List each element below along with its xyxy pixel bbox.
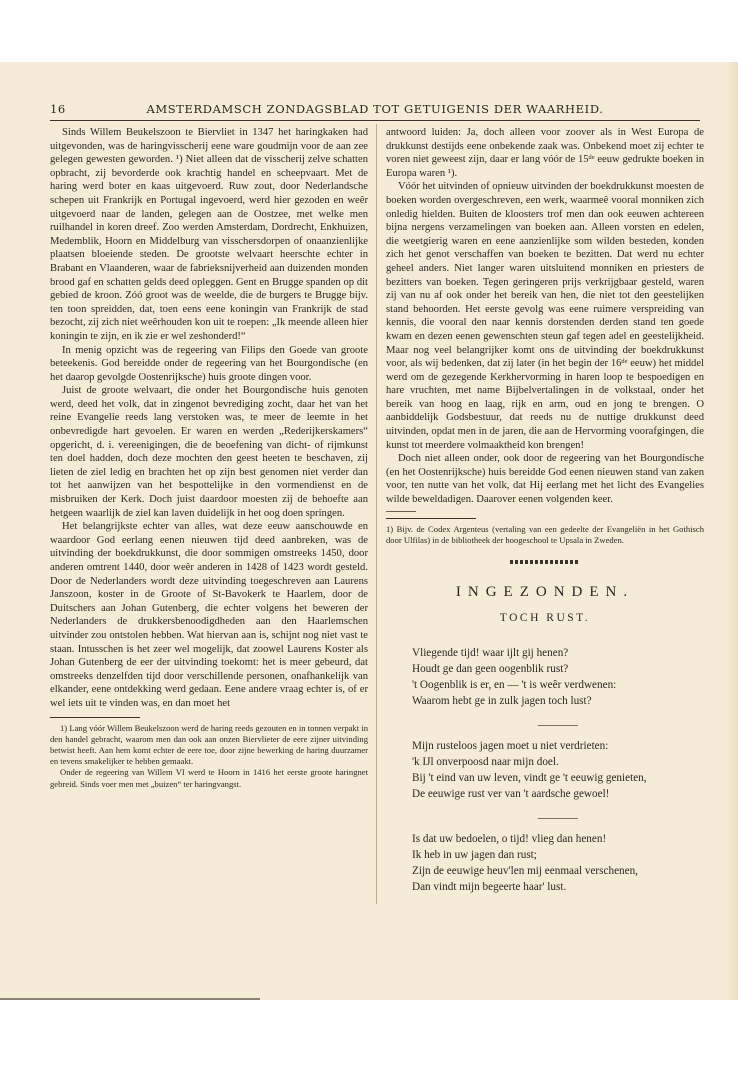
header-rule xyxy=(50,120,700,121)
paragraph: Sinds Willem Beukelszoon te Biervliet in 1347 het haringkaken had uitgevonden, was de haringvisscherij eene ware goudmijn voor de aan zee gelegen gewesten geworden. ¹) Niet alleen dat de visscherij zelve schatten opbracht, zij bevorderde ook krachtig handel en scheepvaart. Met de haring werd boter en kaas uitgevoerd. Ruw zout, door Nederlandsche schepen uit Frankrijk en Portugal ingevoerd, werd hier gezoden en weêr uitgevoerd naar de landen, gelegen aan de Oostzee, met welke men ruilhandel in koren dreef. Zoo werden Amsterdam, Dordrecht, Enkhuizen, Medemblik, Hoorn en Middelburg van visschersdorpen of onaanzienlijke plaatsen bloeiende steden. De grootste welvaart heerschte echter in Brabant en Vlaanderen, waar de fabrieksnijverheid aan duizenden monden brood gaf en schatten gelds deed opleggen. Gent en Brugge spanden op dit gebied de kroon. Zóó groot was de weelde, die de burgers te Brugge bijv. ten toon spreidden, dat, toen eens eene koningin van Frankrijk de stad bezocht, zij zich niet weêrhouden kon uit te roepen: „Ik meende alleen hier koningin te zijn, en ik zie er wel zeshonderd!“ xyxy=(50,127,368,342)
poem-stanza xyxy=(412,645,704,709)
poem-line: 't Oogenblik is er, en — 't is weêr verdwenen: xyxy=(412,679,617,692)
poem-line: Is dat uw bedoelen, o tijd! vlieg dan henen! xyxy=(412,833,607,846)
scan-edge-line xyxy=(0,998,260,1000)
stanza-separator xyxy=(538,818,578,819)
poem-line: Dan vindt mijn begeerte haar' lust. xyxy=(412,881,567,894)
paragraph: Juist de groote welvaart, die onder het Bourgondische huis genoten werd, deed het volk, dat in zingenot bevrediging zocht, daar het van het reine Evangelie reeds lang verstoken was, te meer de leemte in het onbevredigde hart gevoelen. Er waren en werden „Rederijkerskamers“ opgericht, d. i. vereenigingen, die de beoefening van dicht- of rijmkunst ten doel hadden, doch deze mochten den geest heeten te beschaven, zij lieten de ziel ledig en brachten het op zijn best genomen niet verder dan tot het aanwijzen van het bespottelijke in den vormendienst en de misbruiken der Kerk. Doch juist daardoor moesten zij de behoefte aan hetgeen waarlijk de ziel kan laven duidelijk in het oog doen springen. xyxy=(50,385,368,519)
poem-line: Bij 't eind van uw leven, vindt ge 't eeuwig genieten, xyxy=(412,772,647,785)
poem-stanza xyxy=(412,738,704,802)
ornament-divider xyxy=(510,560,580,564)
poem-title: TOCH RUST. xyxy=(499,611,591,624)
page-number: 16 xyxy=(50,102,66,116)
section-title: INGEZONDEN. xyxy=(455,584,635,601)
paragraph: Doch niet alleen onder, ook door de regeering van het Bourgondische (en het Oostenrijksche) huis bereidde God eenen nieuwen stand van zaken voor, ten nutte van het volk, dat Hij eerlang met het licht des Evangelies wilde beweldadigen. Daarover eenen volgenden keer. xyxy=(386,453,704,506)
newspaper-page xyxy=(0,62,738,1000)
stanza-separator xyxy=(538,725,578,726)
section-end-rule xyxy=(386,511,416,512)
page-edge-shadow xyxy=(726,62,738,1000)
poem xyxy=(386,645,704,895)
publication-title: AMSTERDAMSCH ZONDAGSBLAD TOT GETUIGENIS DER WAARHEID. xyxy=(146,102,604,116)
paragraph: Vóór het uitvinden of opnieuw uitvinden der boekdrukkunst moesten de boeken worden overgeschreven, een werk, waarmeê vooral monniken zich onledig hielden. Buiten de kloosters trof men dan ook eeuwen achtereen bijna nergens verzamelingen van boeken aan. Alleen vorsten en edelen, die weetgierig waren en eene aanzienlijke som wilden besteden, konden zich het genot verschaffen van boeken te bezitten. Dat werd nu echter geheel anders. Niet langer waren uitsluitend monniken en priesters de bezitters van boeken. Tegen geringeren prijs verkrijgbaar gesteld, waren zij van nu af ook onder het bereik van hen, die niet tot den geestelijken stand behoorden. Het eerste gevolg was eene ruimere verspreiding van kennis, die vooral den naar kennis dorstenden derden stand ten goede kwam en dezen eenen gewenschten steun gaf tegen adel en geestelijkheid. Maar nog veel belangrijker komt ons de uitvinding der boekdrukkunst voor, als wij bedenken, dat zij later (in het begin der 16ᵈᵉ eeuw) het middel werd om de gezegende Kerkhervorming in haren loop te bespoedigen en hare vruchten, met name Bijbelvertalingen in de volkstaal, onder het bereik van hoog en laag, rijk en arm, oud en jong te brengen. O aanbiddelijk Godsbestuur, dat reeds nu de nuttige drukkunst deed uitvinden, opdat men in de jaren, die aan de Hervorming voorafgingen, die kunst tot meerdere volmaaktheid kon brengen! xyxy=(386,181,704,451)
left-column xyxy=(50,126,368,790)
paragraph: In menig opzicht was de regeering van Filips den Goede van groote beteekenis. God bereidde onder de regeering van het Bourgondische (en het daarop gevolgde Oostenrijksche) huis groote dingen voor. xyxy=(50,344,368,383)
poem-line: Waarom hebt ge in zulk jagen toch lust? xyxy=(412,695,592,708)
poem-line: Zijn de eeuwige heuv'len mij eenmaal verschenen, xyxy=(412,865,638,878)
poem-line: Mijn rusteloos jagen moet u niet verdrieten: xyxy=(412,740,609,753)
footnote: 1) Bijv. de Codex Argenteus (vertaling van een gedeelte der Evangeliën in het Gothisch door Ulfilas) in de bibliotheek der hoogeschool te Upsala in Zweden. xyxy=(386,523,704,545)
poem-line: Ik heb in uw jagen dan rust; xyxy=(412,849,537,862)
paragraph: antwoord luiden: Ja, doch alleen voor zoover als in West Europa de drukkunst destijds eene onbekende zaak was. Onbekend moet zij echter te voren niet geweest zijn, daar er lang vóór de 15ᵈᵉ eeuw gedrukte boeken in Europa waren ¹). xyxy=(386,127,704,179)
footnote: Onder de regeering van Willem VI werd te Hoorn in 1416 het eerste groote haringnet gebreid. Sinds voer men met „buizen“ ter haringvangst. xyxy=(50,767,368,789)
poem-line: 'k IJl onverpoosd naar mijn doel. xyxy=(412,756,559,769)
page-header xyxy=(50,102,700,120)
poem-line: De eeuwige rust ver van 't aardsche gewoel! xyxy=(412,788,610,801)
footnotes xyxy=(386,524,704,546)
footnote-rule xyxy=(386,518,476,519)
footnote-rule xyxy=(50,717,140,718)
right-column xyxy=(386,126,704,911)
column-divider xyxy=(376,124,377,904)
paragraph: Het belangrijkste echter van alles, wat deze eeuw aanschouwde en waardoor God eerlang eenen nieuwen tijd deed aanbreken, was de uitvinding der boekdrukkunst, die door sommigen omstreeks 1450, door anderen omtrent 1440, door weêr anderen in 1428 of 1423 wordt gesteld. Door de Nederlanders wordt deze uitvinding toegeschreven aan Laurens Janszoon, koster in de Groote of St-Bavokerk te Haarlem, door de Duitschers aan Johan Gutenberg, die echter volgens het beweren der Nederlanders de drukkersbenoodigdheden aan den Haarlemschen uitvinder zou ontstolen hebben. Wat hiervan aan is, schijnt nog niet vast te staan. Intusschen is het zeer wel mogelijk, dat zoowel Laurens Koster als Johan Gutenberg de eer der uitvinding toekomt: het is meer gebeurd, dat omstreeks denzelfden tijd door verschillende personen, onafhankelijk van elkander, eene ontdekking werd gedaan. Eene andere vraag echter is, of er wel iets uit te vinden was, en dan moet het xyxy=(50,521,368,709)
poem-line: Houdt ge dan geen oogenblik rust? xyxy=(412,663,569,676)
poem-line: Vliegende tijd! waar ijlt gij henen? xyxy=(412,647,569,660)
footnotes xyxy=(50,723,368,790)
footnote: 1) Lang vóór Willem Beukelszoon werd de haring reeds gezouten en in tonnen verpakt in den handel gebracht, waarom men dan ook aan onzen Biervlieter de eere zijner uitvinding betwist heeft. Aan hem komt echter de eere toe, door zijne bewerking de haring duurzamer en tevens smakelijker te hebben gemaakt. xyxy=(50,722,368,767)
poem-stanza xyxy=(412,831,704,895)
